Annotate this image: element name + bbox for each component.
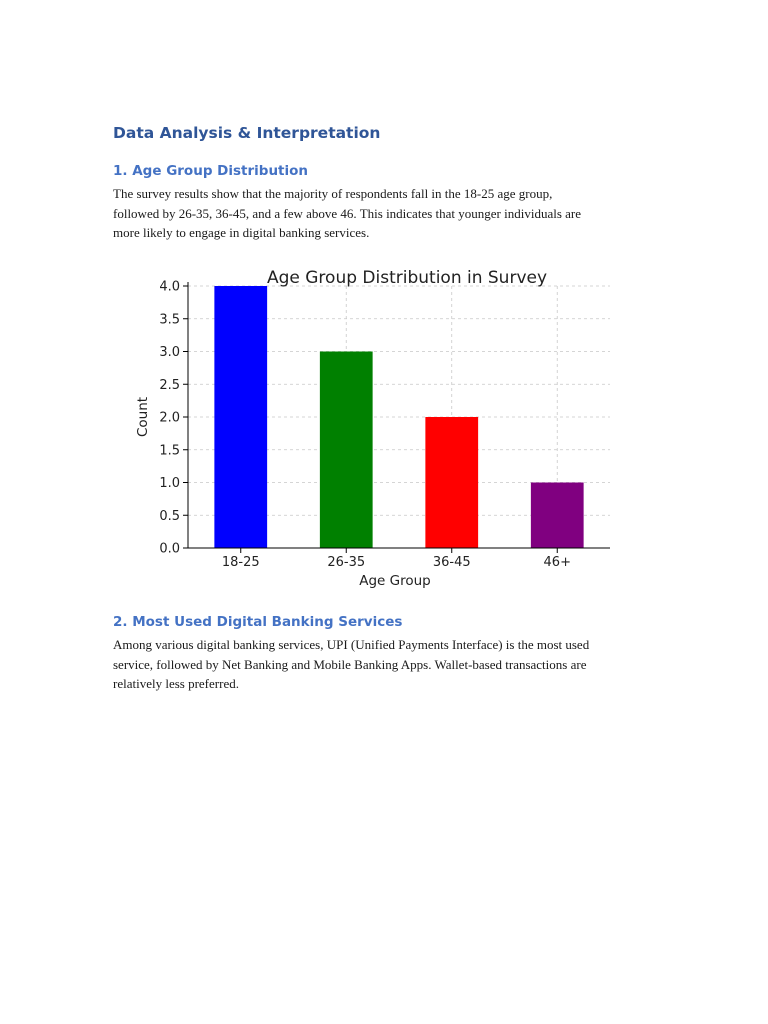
age-group-chart — [120, 256, 625, 599]
paragraph-line: Among various digital banking services, UPI (Unified Payments Interface) is the most used — [113, 637, 590, 652]
paragraph-line: service, followed by Net Banking and Mobile Banking Apps. Wallet-based transactions are — [113, 656, 587, 672]
x-tick-label: 46+ — [543, 555, 571, 570]
y-tick-label: 3.0 — [159, 345, 180, 360]
paragraph-line: more likely to engage in digital banking services. — [113, 225, 370, 240]
x-tick-label: 36-45 — [432, 555, 471, 570]
bar-36-45 — [425, 417, 478, 548]
y-tick-label: 0.5 — [159, 508, 180, 524]
y-tick-label: 2.5 — [159, 377, 180, 393]
y-tick-label: 2.0 — [159, 410, 180, 426]
y-tick-label: 3.5 — [159, 312, 180, 328]
x-tick-label: 18-25 — [221, 555, 260, 570]
paragraph-line: relatively less preferred. — [113, 676, 239, 691]
paragraph-line: The survey results show that the majority of respondents fall in the 18-25 age group, — [113, 186, 553, 201]
y-axis-label: Count — [135, 396, 151, 438]
chart-canvas — [120, 256, 625, 599]
paragraph-line: followed by 26-35, 36-45, and a few above 46. This indicates that younger individuals are — [113, 205, 582, 221]
bar-26-35 — [320, 352, 373, 549]
x-axis-label: Age Group — [359, 573, 431, 589]
y-tick-label: 1.0 — [159, 476, 180, 491]
paragraph-age-group — [113, 184, 653, 243]
y-tick-label: 1.5 — [159, 443, 180, 459]
bar-46+ — [531, 483, 584, 549]
section-heading-age-group: 1. Age Group Distribution — [113, 163, 309, 179]
paragraph-services — [113, 635, 653, 694]
chart-title: Age Group Distribution in Survey — [266, 268, 548, 288]
x-tick-label: 26-35 — [327, 555, 366, 570]
bar-18-25 — [214, 286, 267, 548]
page-title: Data Analysis & Interpretation — [113, 124, 381, 142]
y-tick-label: 0.0 — [159, 541, 180, 557]
section-heading-services: 2. Most Used Digital Banking Services — [113, 614, 403, 630]
y-tick-label: 4.0 — [159, 279, 180, 295]
